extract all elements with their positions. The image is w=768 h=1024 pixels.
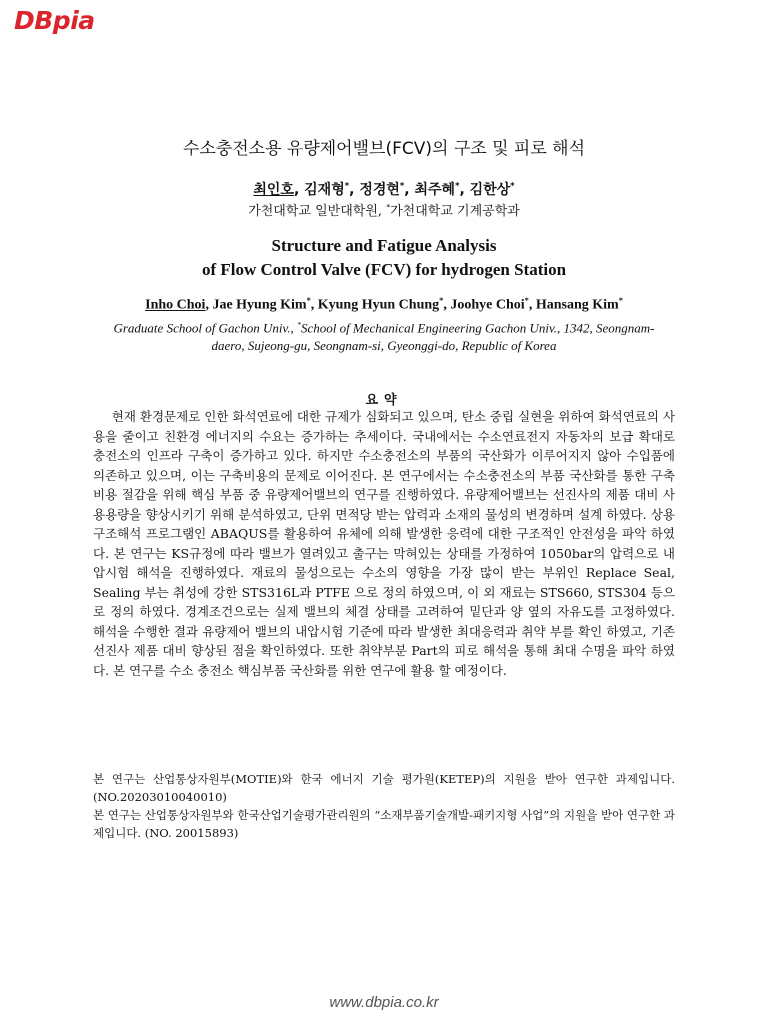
author-en-3: Kyung Hyun Chung	[317, 297, 440, 313]
author-ko-5: 김한상	[469, 182, 511, 198]
acknowledgement-2: 본 연구는 산업통상자원부와 한국산업기술평가관리원의 “소재부품기술개발-패키지형 사업”의 지원을 받아 연구한 과제입니다. (NO. 20015893)	[93, 808, 675, 840]
author-en-1: Inho Choi	[145, 297, 206, 313]
title-korean: 수소충전소용 유량제어밸브(FCV)의 구조 및 피로 해석	[182, 139, 585, 159]
author-ko-3: 정경현	[359, 182, 400, 198]
author-ko-2: 김재형	[304, 182, 345, 198]
abstract-heading: 요약	[365, 393, 403, 408]
dbpia-logo[interactable]: DBpia	[14, 6, 95, 35]
author-ko-1: 최인호	[253, 182, 294, 198]
footer-url[interactable]: www.dbpia.co.kr	[329, 994, 439, 1011]
title-english: Structure and Fatigue Analysis of Flow Control Valve (FCV) for hydrogen Station	[201, 236, 567, 279]
affiliation-korean: 가천대학교 일반대학원, *가천대학교 기계공학과	[248, 202, 520, 219]
acknowledgement-1: 본 연구는 산업통상자원부(MOTIE)와 한국 에너지 기술 평가원(KETEP)의 지원을 받아 연구한 과제입니다. (NO.20203010040010)	[93, 772, 675, 804]
affiliation-english: Graduate School of Gachon Univ., *School of Mechanical Engineering Gachon Univ., 1342, Seongnam-daero, Sujeong-gu, Seongnam-si, Gyeonggi-do, Republic of Korea	[113, 320, 655, 354]
abstract-body: 현재 환경문제로 인한 화석연료에 대한 규제가 심화되고 있으며, 탄소 중립 실현을 위하여 화석연료의 사용을 줄이고 친환경 에너지의 수요는 증가하는 추세이다. 국내에서는 수소연료전지 자동차의 보급 확대로 충전소의 인프라 구축이 증가하고 있다. 하지만 수소충전소의 부품의 국산화가 이루어지지 않아 수입품에 의존하고 있으며, 이는 구축비용의 문제로 이어진다. 본 연구에서는 수소충전소의 부품 국산화를 통한 구축비용 절감을 위해 핵심 부품 중 유량제어밸브의 연구를 진행하였다. 유량제어밸브는 선진사의 제품 대비 사용용량을 향상시키기 위해 분석하였고, 단위 면적당 받는 압력과 소재의 물성의 변경하며 설계 하였다. 상용 구조해석 프로그램인 ABAQUS를 활용하여 유체에 의해 발생한 응력에 대한 구조적인 안전성을 파악 하였다. 본 연구는 KS규정에 따라 밸브가 열려있고 출구는 막혀있는 상태를 가정하여 1050bar의 압력으로 내압시험 해석을 진행하였다. 재료의 물성으로는 수소의 영향을 가장 많이 받는 부위인 Replace Seal, Sealing 부는 취성에 강한 STS316L과 PTFE 으로 정의 하였으며, 이 외 재료는 STS660, STS304 등으로 정의 하였다. 경계조건으로는 실제 밸브의 체결 상태를 고려하여 밑단과 양 옆의 자유도를 고정하였다. 해석을 수행한 결과 유량제어 밸브의 내압시험 기준에 따라 발생한 최대응력과 취약 부를 확인 하였고, 기존 선진사 제품 대비 향상된 점을 확인하였다. 또한 취약부분 Part의 피로 해석을 통해 최대 수명을 파악 하였다. 본 연구를 수소 충전소 핵심부품 국산화를 위한 연구에 활용 할 예정이다.	[93, 409, 675, 678]
authors-korean: 최인호, 김재형*, 정경현*, 최주혜*, 김한상*	[253, 180, 515, 198]
author-en-5: Hansang Kim	[535, 297, 619, 313]
acknowledgements	[93, 770, 675, 842]
author-ko-4: 최주혜	[414, 182, 456, 198]
author-en-4: Joohye Choi	[450, 297, 525, 313]
authors-english: Inho Choi, Jae Hyung Kim*, Kyung Hyun Chung*, Joohye Choi*, Hansang Kim*	[145, 296, 623, 313]
author-en-2: Jae Hyung Kim	[212, 297, 307, 313]
